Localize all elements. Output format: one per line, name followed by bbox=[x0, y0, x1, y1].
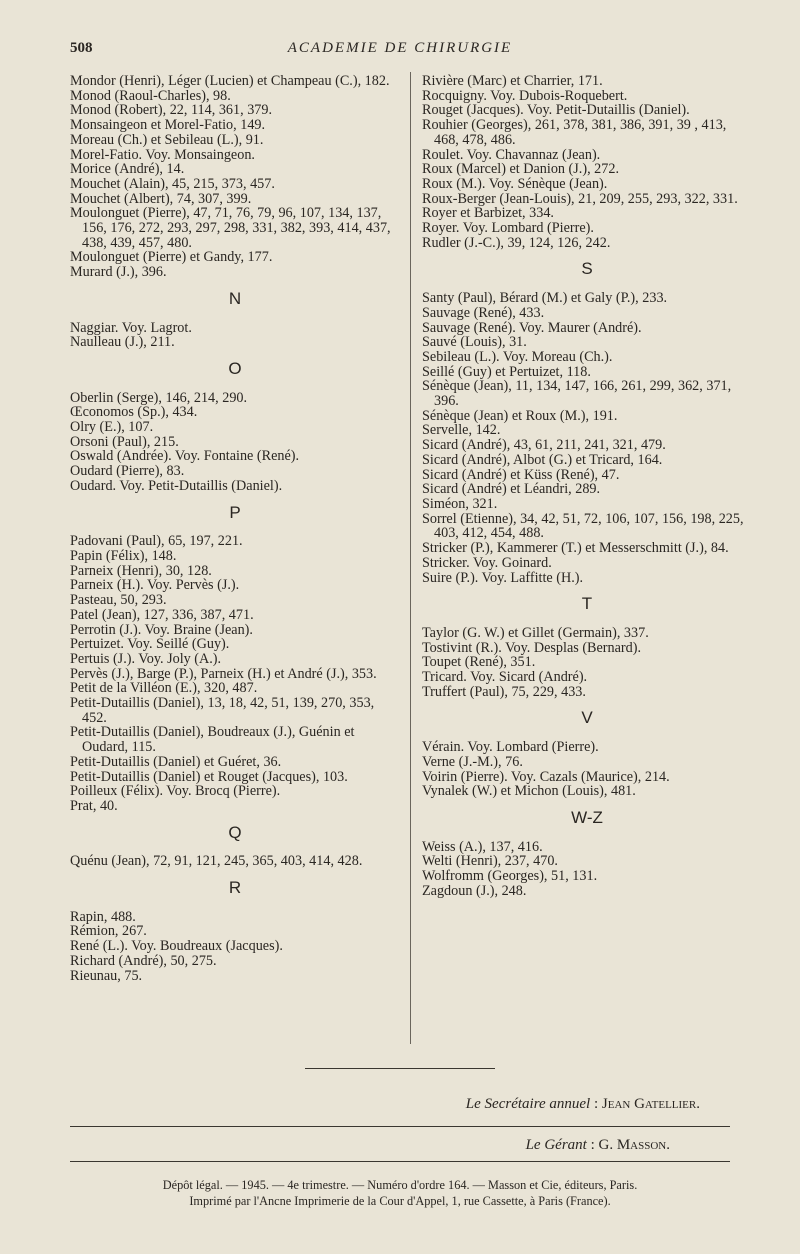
page-header bbox=[70, 40, 730, 62]
index-entry: Suire (P.). Voy. Laffitte (H.). bbox=[422, 569, 584, 586]
index-entry: Voirin (Pierre). Voy. Cazals (Maurice), 214. bbox=[422, 768, 670, 785]
page-number: 508 bbox=[70, 40, 93, 56]
index-entry: Mouchet (Albert), 74, 307, 399. bbox=[70, 190, 252, 207]
index-entry: Oudard (Pierre), 83. bbox=[70, 463, 185, 480]
index-entry: Oudard. Voy. Petit-Dutaillis (Daniel). bbox=[70, 477, 283, 494]
index-entry: Toupet (René), 351. bbox=[422, 654, 536, 671]
index-entry: Morice (André), 14. bbox=[70, 161, 185, 178]
index-column-left bbox=[70, 74, 400, 983]
index-entry: Sénèque (Jean), 11, 134, 147, 166, 261, 299, 362, 371, 396. bbox=[422, 378, 732, 410]
index-entry: Truffert (Paul), 75, 229, 433. bbox=[422, 683, 586, 700]
gerant-separator: : bbox=[586, 1137, 599, 1153]
index-entry: Monod (Robert), 22, 114, 361, 379. bbox=[70, 102, 273, 119]
index-entry: Pertuizet. Voy. Seillé (Guy). bbox=[70, 636, 230, 653]
index-entry: Monsaingeon et Morel-Fatio, 149. bbox=[70, 117, 266, 134]
index-entry: Monod (Raoul-Charles), 98. bbox=[70, 87, 231, 104]
index-entry: Œconomos (Sp.), 434. bbox=[70, 404, 198, 421]
secretary-label: Le Secrétaire annuel bbox=[465, 1096, 591, 1112]
gerant-signature bbox=[70, 1137, 670, 1154]
index-entry: Pasteau, 50, 293. bbox=[70, 592, 167, 609]
column-divider bbox=[410, 72, 411, 1044]
index-entry: Roulet. Voy. Chavannaz (Jean). bbox=[422, 146, 601, 163]
index-entry: Rieunau, 75. bbox=[70, 967, 143, 984]
index-entry: Roux (M.). Voy. Sénèque (Jean). bbox=[422, 175, 608, 192]
index-entry: Mondor (Henri), Léger (Lucien) et Champeau (C.), 182. bbox=[70, 73, 390, 89]
index-entry: Quénu (Jean), 72, 91, 121, 245, 365, 403, 414, 428. bbox=[70, 853, 363, 870]
index-entry: Rivière (Marc) et Charrier, 171. bbox=[422, 73, 603, 89]
index-entry: Servelle, 142. bbox=[422, 422, 501, 439]
index-entry: Siméon, 321. bbox=[422, 495, 498, 512]
index-entry: Pervès (J.), Barge (P.), Parneix (H.) et André (J.), 353. bbox=[70, 665, 377, 682]
index-entry: Parneix (H.). Voy. Pervès (J.). bbox=[70, 577, 240, 594]
index-entry: Richard (André), 50, 275. bbox=[70, 952, 217, 969]
index-entry: Moreau (Ch.) et Sebileau (L.), 91. bbox=[70, 131, 264, 148]
index-entry: Murard (J.), 396. bbox=[70, 264, 167, 281]
section-letter: N bbox=[228, 288, 242, 308]
index-entry: Moulonguet (Pierre), 47, 71, 76, 79, 96, 107, 134, 137, 156, 176, 272, 293, 297, 298, 331, 382, 393, 414, 437, 438, 439, 457, 480. bbox=[70, 205, 391, 251]
index-entry: Roux-Berger (Jean-Louis), 21, 209, 255, 293, 322, 331. bbox=[422, 190, 738, 207]
printer-line: Imprimé par l'Ancne Imprimerie de la Cour d'Appel, 1, rue Cassette, à Paris (France). bbox=[189, 1194, 611, 1208]
index-entry: Wolfromm (Georges), 51, 131. bbox=[422, 868, 598, 885]
index-entry: Prat, 40. bbox=[70, 797, 118, 814]
index-entry: Sénèque (Jean) et Roux (M.), 191. bbox=[422, 407, 618, 424]
index-entry: Papin (Félix), 148. bbox=[70, 547, 177, 564]
index-entry: Sicard (André), Albot (G.) et Tricard, 164. bbox=[422, 451, 663, 468]
index-entry: Oswald (Andrée). Voy. Fontaine (René). bbox=[70, 448, 300, 465]
index-entry: Mouchet (Alain), 45, 215, 373, 457. bbox=[70, 175, 275, 192]
index-entry: Petit-Dutaillis (Daniel) et Rouget (Jacques), 103. bbox=[70, 768, 348, 785]
section-letter: V bbox=[581, 708, 593, 728]
index-entry: Stricker. Voy. Goinard. bbox=[422, 554, 552, 571]
index-entry: Sauvé (Louis), 31. bbox=[422, 334, 527, 351]
index-entry: Seillé (Guy) et Pertuizet, 118. bbox=[422, 363, 591, 380]
legal-deposit-line: Dépôt légal. — 1945. — 4e trimestre. — Numéro d'ordre 164. — Masson et Cie, éditeurs, Paris. bbox=[162, 1178, 638, 1192]
index-entry: Rémion, 267. bbox=[70, 923, 147, 940]
index-entry: Sauvage (René), 433. bbox=[422, 304, 545, 321]
index-entry: Sorrel (Etienne), 34, 42, 51, 72, 106, 107, 156, 198, 225, 403, 412, 454, 488. bbox=[422, 510, 744, 542]
index-entry: Moulonguet (Pierre) et Gandy, 177. bbox=[70, 249, 273, 266]
section-letter: O bbox=[228, 358, 242, 378]
index-entry: Weiss (A.), 137, 416. bbox=[422, 838, 543, 855]
section-letter: R bbox=[228, 878, 242, 898]
index-entry: Santy (Paul), Bérard (M.) et Galy (P.), 233. bbox=[422, 290, 668, 307]
section-letter: Q bbox=[228, 822, 242, 842]
index-entry: Patel (Jean), 127, 336, 387, 471. bbox=[70, 606, 254, 623]
index-entry: Vérain. Voy. Lombard (Pierre). bbox=[422, 739, 599, 756]
index-entry: Oberlin (Serge), 146, 214, 290. bbox=[70, 389, 248, 406]
secretary-signature bbox=[70, 1096, 700, 1113]
index-entry: Sauvage (René). Voy. Maurer (André). bbox=[422, 319, 642, 336]
index-entry: Royer. Voy. Lombard (Pierre). bbox=[422, 220, 594, 237]
index-entry: Vynalek (W.) et Michon (Louis), 481. bbox=[422, 783, 636, 800]
index-entry: Petit de la Villéon (E.), 320, 487. bbox=[70, 680, 258, 697]
index-entry: Taylor (G. W.) et Gillet (Germain), 337. bbox=[422, 624, 649, 641]
index-entry: Parneix (Henri), 30, 128. bbox=[70, 562, 212, 579]
index-entry: Petit-Dutaillis (Daniel) et Guéret, 36. bbox=[70, 753, 282, 770]
index-entry: Naulleau (J.), 211. bbox=[70, 334, 175, 351]
index-entry: Rudler (J.-C.), 39, 124, 126, 242. bbox=[422, 234, 611, 251]
footer-rule-bottom bbox=[70, 1161, 730, 1162]
section-letter: W-Z bbox=[571, 807, 603, 827]
signature-rule bbox=[305, 1068, 495, 1069]
index-entry: Sicard (André) et Léandri, 289. bbox=[422, 481, 601, 498]
index-entry: Rouget (Jacques). Voy. Petit-Dutaillis (Daniel). bbox=[422, 102, 690, 119]
index-entry: Rapin, 488. bbox=[70, 908, 136, 925]
index-entry: Poilleux (Félix). Voy. Brocq (Pierre). bbox=[70, 783, 281, 800]
index-entry: Petit-Dutaillis (Daniel), 13, 18, 42, 51, 139, 270, 353, 452. bbox=[70, 695, 375, 726]
index-entry: Padovani (Paul), 65, 197, 221. bbox=[70, 533, 243, 550]
section-letter: S bbox=[581, 259, 593, 279]
section-letter: P bbox=[229, 502, 241, 522]
index-entry: Tostivint (R.). Voy. Desplas (Bernard). bbox=[422, 639, 642, 656]
index-entry: Orsoni (Paul), 215. bbox=[70, 433, 179, 450]
index-entry: Royer et Barbizet, 334. bbox=[422, 205, 554, 222]
index-entry: Morel-Fatio. Voy. Monsaingeon. bbox=[70, 146, 255, 163]
index-entry: Perrotin (J.). Voy. Braine (Jean). bbox=[70, 621, 253, 638]
index-column-right bbox=[422, 74, 752, 898]
running-title: ACADEMIE DE CHIRURGIE bbox=[287, 40, 513, 56]
index-entry: Sicard (André) et Küss (René), 47. bbox=[422, 466, 620, 483]
index-entry: Roux (Marcel) et Danion (J.), 272. bbox=[422, 161, 619, 178]
index-entry: Sebileau (L.). Voy. Moreau (Ch.). bbox=[422, 348, 613, 365]
gerant-name: G. Masson. bbox=[598, 1137, 670, 1153]
index-entry: Verne (J.-M.), 76. bbox=[422, 753, 523, 770]
index-entry: Olry (E.), 107. bbox=[70, 419, 154, 436]
index-entry: Pertuis (J.). Voy. Joly (A.). bbox=[70, 650, 222, 667]
index-entry: Zagdoun (J.), 248. bbox=[422, 882, 527, 899]
index-entry: Tricard. Voy. Sicard (André). bbox=[422, 669, 588, 686]
index-entry: Welti (Henri), 237, 470. bbox=[422, 853, 558, 870]
index-entry: Rocquigny. Voy. Dubois-Roquebert. bbox=[422, 87, 628, 104]
index-entry: René (L.). Voy. Boudreaux (Jacques). bbox=[70, 938, 283, 955]
index-entry: Sicard (André), 43, 61, 211, 241, 321, 479. bbox=[422, 437, 666, 454]
index-entry: Petit-Dutaillis (Daniel), Boudreaux (J.), Guénin et Oudard, 115. bbox=[70, 724, 355, 756]
secretary-separator: : bbox=[590, 1096, 602, 1112]
secretary-name: Jean Gatellier. bbox=[601, 1096, 700, 1112]
section-letter: T bbox=[581, 594, 593, 614]
index-entry: Naggiar. Voy. Lagrot. bbox=[70, 319, 192, 336]
gerant-label: Le Gérant bbox=[525, 1137, 587, 1153]
index-entry: Rouhier (Georges), 261, 378, 381, 386, 391, 39 , 413, 468, 478, 486. bbox=[422, 117, 727, 148]
footer-rule-top bbox=[70, 1126, 730, 1127]
index-entry: Stricker (P.), Kammerer (T.) et Messerschmitt (J.), 84. bbox=[422, 540, 729, 557]
